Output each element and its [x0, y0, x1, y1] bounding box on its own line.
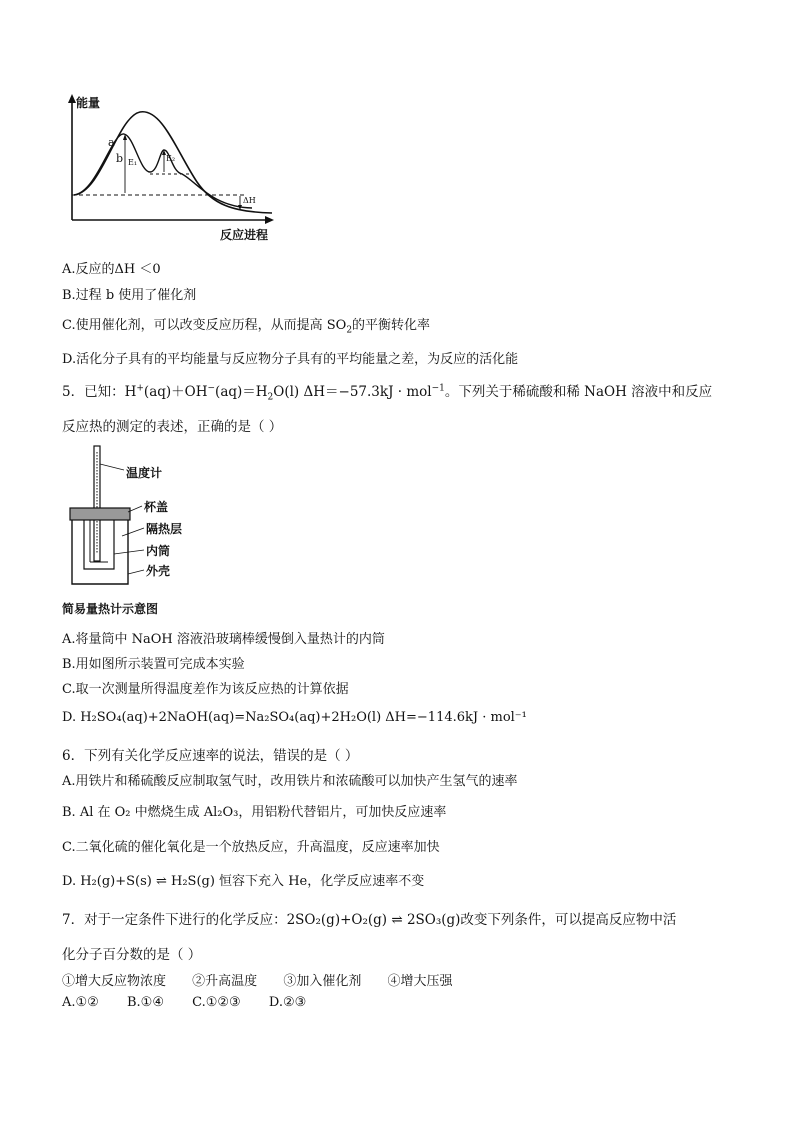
q5-stem-line1 — [62, 380, 712, 403]
q5-sup2: − — [207, 383, 216, 394]
calorimeter-caption: 简易量热计示意图 — [62, 602, 159, 616]
q5-option-b: B.用如图所示装置可完成本实验 — [62, 657, 245, 672]
q4-option-a: A.反应的ΔH ＜0 — [62, 262, 161, 277]
insulation-label: 隔热层 — [146, 522, 183, 536]
q6-stem: 6．下列有关化学反应速率的说法，错误的是（ ） — [62, 748, 359, 764]
e1-label: E₁ — [128, 158, 138, 167]
q4-option-c-pre: C.使用催化剂，可以改变反应历程，从而提高 SO — [62, 318, 347, 333]
q5-option-c: C.取一次测量所得温度差作为该反应热的计算依据 — [62, 682, 349, 697]
q4-option-c — [62, 314, 430, 336]
q7-choice-d: D.②③ — [268, 995, 307, 1010]
q4-option-d: D.活化分子具有的平均能量与反应物分子具有的平均能量之差，为反应的活化能 — [62, 352, 519, 367]
q6-option-a: A.用铁片和稀硫酸反应制取氢气时，改用铁片和浓硫酸可以加快产生氢气的速率 — [62, 774, 518, 789]
q5-sub: 2 — [267, 392, 274, 403]
q7-cond-3: ③加入催化剂 — [283, 974, 362, 989]
q6-option-d: D. H₂(g)+S(s) ⇌ H₂S(g) 恒容下充入 He，化学反应速率不变 — [62, 874, 425, 889]
q5-stem-line2: 反应热的测定的表述，正确的是（ ） — [62, 419, 283, 435]
q5-mid3: O(l) ΔH＝−57.3kJ · mol — [273, 384, 432, 400]
energy-diagram — [62, 92, 292, 242]
q7-choice-a: A.①② — [62, 995, 99, 1010]
cup-lid-label: 杯盖 — [144, 500, 169, 514]
q5-mid2: (aq)＝H — [215, 384, 268, 400]
q7-conditions — [62, 970, 452, 989]
curve-b-label: b — [116, 152, 124, 165]
calorimeter-diagram — [62, 444, 212, 619]
q5-option-d: D. H₂SO₄(aq)+2NaOH(aq)=Na₂SO₄(aq)+2H₂O(l) ΔH=−114.6kJ · mol⁻¹ — [62, 710, 527, 725]
q7-choices — [62, 995, 306, 1010]
q7-cond-1: ①增大反应物浓度 — [62, 974, 167, 989]
q7-choice-b: B.①④ — [126, 995, 164, 1010]
dh-label: ΔH — [243, 196, 256, 205]
q4-option-c-post: 的平衡转化率 — [352, 318, 431, 333]
x-axis-label: 反应进程 — [220, 228, 269, 242]
q5-pre: 5．已知：H — [62, 384, 137, 400]
q4-option-c-sub: 2 — [346, 325, 353, 336]
q7-stem-line1: 7．对于一定条件下进行的化学反应：2SO₂(g)+O₂(g) ⇌ 2SO₃(g)改变下列条件，可以提高反应物中活 — [62, 912, 677, 928]
e2-label: E₂ — [166, 154, 176, 163]
thermometer-label: 温度计 — [126, 466, 163, 480]
q5-option-a: A.将量筒中 NaOH 溶液沿玻璃棒缓慢倒入量热计的内筒 — [62, 632, 385, 647]
q4-option-b: B.过程 b 使用了催化剂 — [62, 288, 197, 303]
q7-stem-line2: 化分子百分数的是（ ） — [62, 947, 202, 963]
curve-a-label: a — [108, 136, 115, 149]
q5-mid1: (aq)＋OH — [143, 384, 208, 400]
q5-post: 。下列关于稀硫酸和稀 NaOH 溶液中和反应 — [444, 384, 713, 400]
q5-sup3: −1 — [431, 383, 445, 394]
energy-diagram-svg — [62, 92, 292, 242]
y-axis-label: 能量 — [76, 96, 101, 110]
q7-cond-4: ④增大压强 — [387, 974, 453, 989]
inner-cup-label: 内筒 — [146, 544, 171, 558]
q7-choice-c: C.①②③ — [192, 995, 241, 1010]
q5-sup1: + — [136, 383, 144, 394]
q7-cond-2: ②升高温度 — [192, 974, 258, 989]
q6-option-b: B. Al 在 O₂ 中燃烧生成 Al₂O₃，用铝粉代替铝片，可加快反应速率 — [62, 805, 447, 820]
outer-shell-label: 外壳 — [146, 564, 171, 578]
q6-option-c: C.二氧化硫的催化氧化是一个放热反应，升高温度，反应速率加快 — [62, 840, 440, 855]
